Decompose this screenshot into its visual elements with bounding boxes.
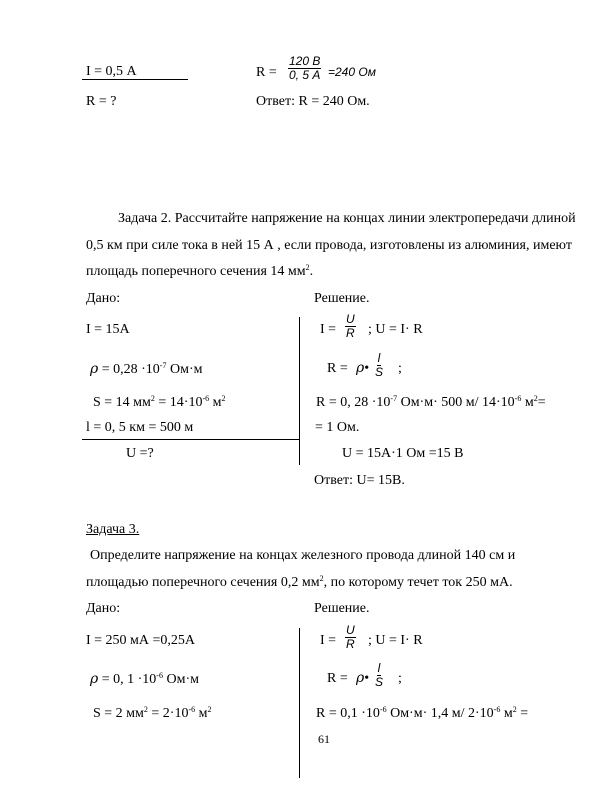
task2-ohm-law-rest: ; U = I· R [368,322,423,337]
task2-statement-line2: 0,5 км при силе тока в ней 15 А , если провода, изготовлены из алюминия, имеют [86,238,572,253]
task2-statement-line3: площадь поперечного сечения 14 $мм^2$. [86,263,314,279]
task3-ohm-law-fraction: $\frac{U}{R}$ [346,623,355,651]
fraction-result: =240 Ом [328,65,376,79]
task2-voltage-calc: U = 15А·1 Ом =15 В [342,446,464,461]
task3-column-divider [299,628,300,778]
task3-title: Задача 3. [86,522,140,537]
task3-solution-heading: Решение. [314,601,370,616]
task2-given-current: I = 15А [86,322,130,337]
page-number: 61 [318,732,330,746]
task2-ohm-law-lead: I = [320,322,337,337]
task2-unknown: U =? [126,446,154,461]
task3-ohm-law-lead: I = [320,633,337,648]
task3-resistance-fraction: $\frac{l}{S}$ [375,661,384,689]
given-resistance: R = ? [86,94,117,109]
task2-ohm-law-fraction: $\frac{U}{R}$ [346,312,355,340]
fraction-numerator: 120 В [289,54,321,68]
task2-given-area: S = 14 $мм^2 = 14\cdot 10^{-6}$ $м^2$ [93,394,226,410]
task2-given-divider [82,439,300,440]
task3-given-heading: Дано: [86,601,121,616]
task3-ohm-law-rest: ; U = I· R [368,633,423,648]
task2-given-heading: Дано: [86,291,121,306]
task2-resistance-result: = 1 Ом. [315,420,360,435]
task3-given-current: I = 250 мА =0,25А [86,633,196,648]
task2-given-resistivity: $\rho = 0,28 \cdot 10^{-7}$ Ом·м [90,361,203,377]
task3-statement-line1: Определите напряжение на концах железного провода длиной 140 см и [90,548,516,563]
task2-column-divider [299,317,300,465]
task3-given-resistivity: ρ = 0, $1 \cdot 10^{-6}$ Ом·м [90,671,199,687]
task2-resistance-rho: ρ• [356,360,370,376]
given-current: I = 0,5 А [86,64,137,79]
task2-resistance-fraction: $\frac{l}{S}$ [375,351,384,379]
task2-resistance-end: ; [398,361,402,376]
given-divider [82,79,188,80]
task3-given-area: S = 2 $мм^2 = 2\cdot 10^{-6}$ $м^2$ [93,705,212,721]
task2-resistance-calc: R = 0, $28 \cdot 10^{-7}$ Ом·м· 500 м/ $14\cdot 10^{-6}$ $м^2=$ [316,394,546,410]
r-label: R = [256,65,277,80]
top-answer: Ответ: R = 240 Ом. [256,94,370,109]
task2-given-length: l = 0, 5 км = 500 м [86,420,194,435]
task3-resistance-calc: $R = 0,1 \cdot 10^{-6}$ Ом·м· 1,4 м/ $2\cdot 10^{-6}$ $м^2$ = [316,705,529,721]
task2-statement-line1: Задача 2. Рассчитайте напряжение на концах линии электропередачи длиной [118,211,576,226]
task2-resistance-lead: R = [327,361,348,376]
task3-resistance-end: ; [398,671,402,686]
task2-solution-heading: Решение. [314,291,370,306]
task2-answer: Ответ: U= 15В. [314,473,405,488]
task3-resistance-lead: R = [327,671,348,686]
task3-resistance-rho: ρ• [356,670,370,686]
fraction-denominator: 0, 5 А [289,68,321,82]
ohm-law-fraction [288,55,321,82]
task3-statement-line2: площадью поперечного сечения 0,2 $мм^2$, по которому течет ток 250 мА. [86,574,513,590]
